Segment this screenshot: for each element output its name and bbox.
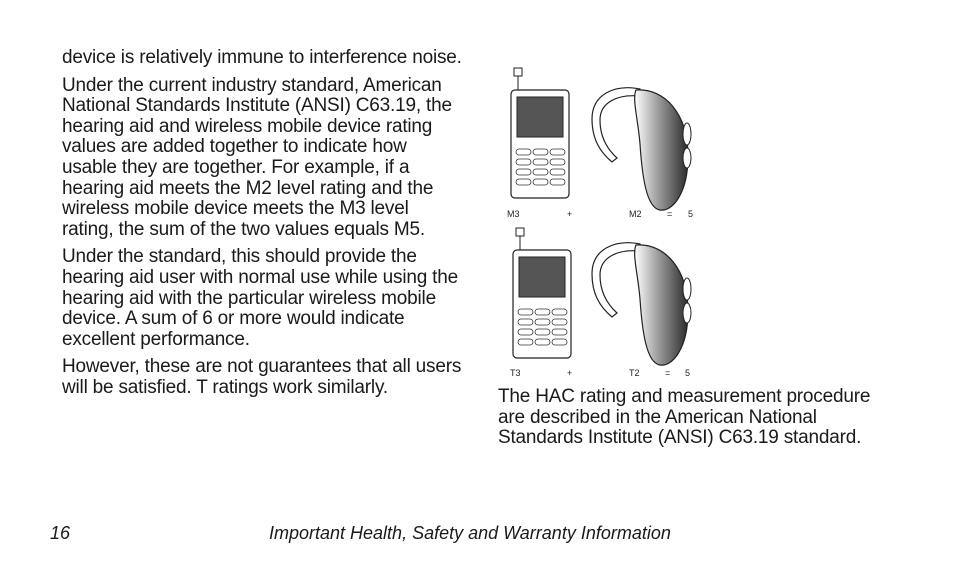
paragraph: Under the current industry standard, American National Standards Institute (ANSI) C63.19, the hearing aid and wireless mobile device rating values are added together to indicate how usable they are together. For example, if a hearing aid meets the M2 level rating and the wireless mobile device meets the M3 level rating, the sum of the two values equals M5. xyxy=(62,74,452,240)
plus-sign: + xyxy=(567,209,573,219)
equals-sign: = xyxy=(667,209,673,219)
paragraph: Under the standard, this should provide the hearing aid user with normal use while using the hearing aid with the particular wireless mobile device. A sum of 6 or more would indicate excellent performance. xyxy=(62,246,458,350)
sum-value: 5 xyxy=(685,368,691,378)
body-text xyxy=(62,48,462,406)
figure-caption: The HAC rating and measurement procedure are described in the American National Standards Institute (ANSI) C63.19 standard. xyxy=(498,386,871,449)
mobile-phone-icon xyxy=(513,228,571,358)
page-number: 16 xyxy=(50,523,71,543)
aid-rating-label: M2 xyxy=(629,209,642,219)
plus-sign: + xyxy=(567,368,573,378)
paragraph: device is relatively immune to interference noise. xyxy=(62,47,462,68)
hearing-aid-icon xyxy=(592,88,691,210)
mobile-phone-icon xyxy=(511,68,569,198)
phone-rating-label: M3 xyxy=(507,209,520,219)
equals-sign: = xyxy=(665,368,671,378)
hac-illustration xyxy=(500,64,710,384)
aid-rating-label: T2 xyxy=(629,368,640,378)
hac-rating-figure xyxy=(500,64,710,384)
paragraph: However, these are not guarantees that all users will be satisfied. T ratings work similarly. xyxy=(62,356,462,398)
phone-rating-label: T3 xyxy=(510,368,521,378)
footer-title: Important Health, Safety and Warranty Information xyxy=(269,523,671,543)
hearing-aid-icon xyxy=(592,243,691,365)
sum-value: 5 xyxy=(688,209,694,219)
